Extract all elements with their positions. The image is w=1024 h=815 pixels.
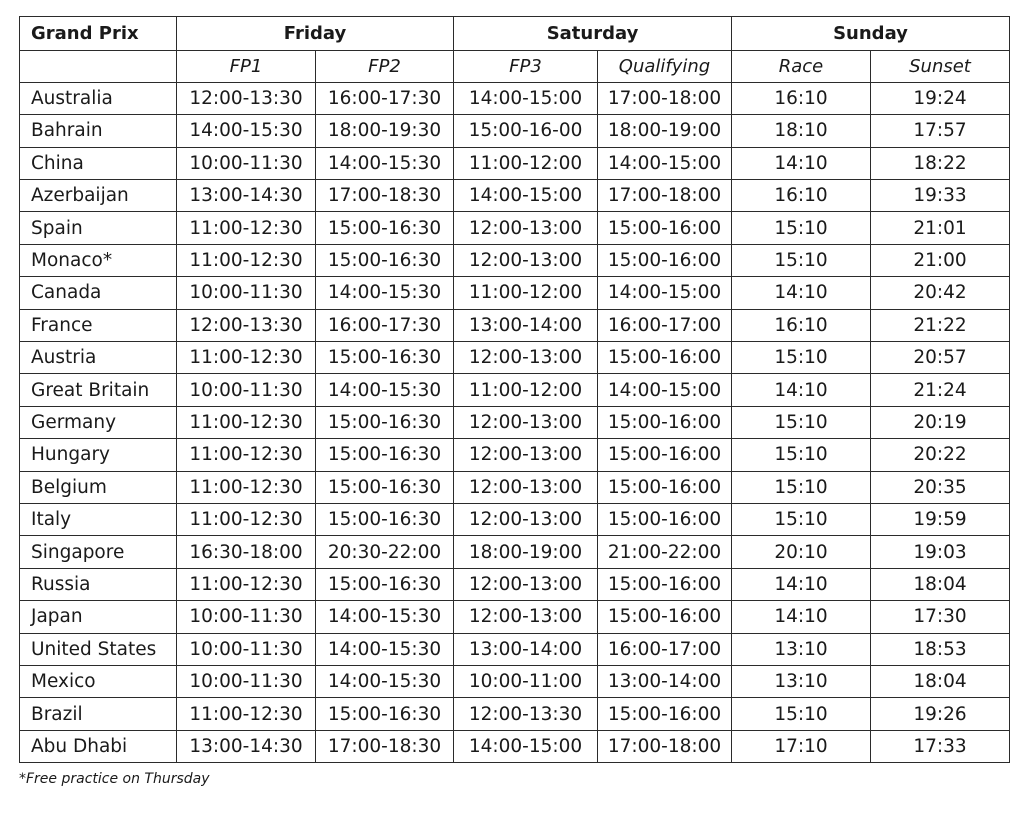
cell-sunset: 17:57 [871, 115, 1010, 147]
cell-fp1: 10:00-11:30 [177, 665, 316, 697]
header-saturday: Saturday [454, 17, 732, 51]
cell-country: Germany [20, 406, 177, 438]
cell-race: 14:10 [732, 147, 871, 179]
cell-sunset: 21:00 [871, 244, 1010, 276]
cell-sunset: 19:26 [871, 698, 1010, 730]
cell-country: France [20, 309, 177, 341]
cell-fp3: 11:00-12:00 [454, 277, 598, 309]
cell-fp1: 10:00-11:30 [177, 374, 316, 406]
table-row [20, 180, 1010, 212]
cell-race: 13:10 [732, 665, 871, 697]
cell-fp3: 12:00-13:00 [454, 471, 598, 503]
cell-fp2: 14:00-15:30 [316, 601, 454, 633]
cell-fp2: 18:00-19:30 [316, 115, 454, 147]
cell-qualifying: 16:00-17:00 [598, 633, 732, 665]
cell-country: Brazil [20, 698, 177, 730]
cell-fp2: 17:00-18:30 [316, 180, 454, 212]
cell-sunset: 21:22 [871, 309, 1010, 341]
cell-sunset: 19:03 [871, 536, 1010, 568]
table-row [20, 309, 1010, 341]
cell-fp3: 13:00-14:00 [454, 633, 598, 665]
cell-race: 13:10 [732, 633, 871, 665]
cell-qualifying: 15:00-16:00 [598, 698, 732, 730]
table-row [20, 277, 1010, 309]
cell-race: 15:10 [732, 439, 871, 471]
cell-race: 20:10 [732, 536, 871, 568]
table-row [20, 471, 1010, 503]
table-row [20, 147, 1010, 179]
cell-qualifying: 15:00-16:00 [598, 601, 732, 633]
cell-fp2: 15:00-16:30 [316, 212, 454, 244]
cell-country: Russia [20, 568, 177, 600]
table-row [20, 374, 1010, 406]
schedule-table [19, 16, 1010, 763]
cell-sunset: 19:24 [871, 82, 1010, 114]
cell-country: Singapore [20, 536, 177, 568]
cell-fp2: 14:00-15:30 [316, 374, 454, 406]
cell-sunset: 20:42 [871, 277, 1010, 309]
cell-fp2: 17:00-18:30 [316, 730, 454, 762]
cell-sunset: 19:33 [871, 180, 1010, 212]
cell-fp3: 14:00-15:00 [454, 730, 598, 762]
subheader-sunset: Sunset [871, 50, 1010, 82]
subheader-blank [20, 50, 177, 82]
cell-country: Spain [20, 212, 177, 244]
cell-fp1: 11:00-12:30 [177, 439, 316, 471]
cell-fp3: 12:00-13:00 [454, 342, 598, 374]
cell-fp1: 11:00-12:30 [177, 406, 316, 438]
table-row [20, 568, 1010, 600]
cell-fp2: 20:30-22:00 [316, 536, 454, 568]
cell-fp1: 12:00-13:30 [177, 82, 316, 114]
cell-fp1: 11:00-12:30 [177, 698, 316, 730]
cell-race: 15:10 [732, 406, 871, 438]
cell-qualifying: 14:00-15:00 [598, 374, 732, 406]
cell-qualifying: 14:00-15:00 [598, 147, 732, 179]
cell-fp3: 12:00-13:00 [454, 439, 598, 471]
header-row [20, 17, 1010, 51]
cell-country: Great Britain [20, 374, 177, 406]
table-row [20, 601, 1010, 633]
cell-qualifying: 21:00-22:00 [598, 536, 732, 568]
table-row [20, 244, 1010, 276]
cell-country: Japan [20, 601, 177, 633]
table-row [20, 698, 1010, 730]
cell-qualifying: 18:00-19:00 [598, 115, 732, 147]
cell-fp3: 14:00-15:00 [454, 82, 598, 114]
cell-qualifying: 15:00-16:00 [598, 244, 732, 276]
cell-sunset: 18:04 [871, 665, 1010, 697]
cell-fp2: 15:00-16:30 [316, 698, 454, 730]
cell-sunset: 19:59 [871, 503, 1010, 535]
cell-fp1: 14:00-15:30 [177, 115, 316, 147]
cell-sunset: 21:24 [871, 374, 1010, 406]
cell-fp3: 12:00-13:00 [454, 406, 598, 438]
cell-race: 16:10 [732, 82, 871, 114]
cell-race: 15:10 [732, 471, 871, 503]
table-row [20, 406, 1010, 438]
cell-fp1: 10:00-11:30 [177, 633, 316, 665]
cell-fp1: 10:00-11:30 [177, 601, 316, 633]
cell-sunset: 20:35 [871, 471, 1010, 503]
subheader-row [20, 50, 1010, 82]
header-sunday: Sunday [732, 17, 1010, 51]
cell-fp2: 15:00-16:30 [316, 244, 454, 276]
cell-fp2: 15:00-16:30 [316, 439, 454, 471]
cell-qualifying: 13:00-14:00 [598, 665, 732, 697]
cell-country: Abu Dhabi [20, 730, 177, 762]
cell-fp2: 15:00-16:30 [316, 471, 454, 503]
table-row [20, 503, 1010, 535]
cell-country: Australia [20, 82, 177, 114]
cell-qualifying: 15:00-16:00 [598, 406, 732, 438]
cell-race: 15:10 [732, 503, 871, 535]
cell-fp3: 13:00-14:00 [454, 309, 598, 341]
subheader-race: Race [732, 50, 871, 82]
footnote: *Free practice on Thursday [19, 771, 210, 787]
cell-fp2: 14:00-15:30 [316, 147, 454, 179]
cell-qualifying: 15:00-16:00 [598, 471, 732, 503]
cell-sunset: 18:04 [871, 568, 1010, 600]
table-row [20, 82, 1010, 114]
cell-fp2: 14:00-15:30 [316, 633, 454, 665]
cell-fp2: 15:00-16:30 [316, 503, 454, 535]
table-row [20, 633, 1010, 665]
cell-fp2: 14:00-15:30 [316, 665, 454, 697]
table-row [20, 342, 1010, 374]
cell-qualifying: 17:00-18:00 [598, 82, 732, 114]
cell-fp1: 10:00-11:30 [177, 277, 316, 309]
cell-sunset: 20:19 [871, 406, 1010, 438]
cell-fp1: 10:00-11:30 [177, 147, 316, 179]
cell-fp3: 14:00-15:00 [454, 180, 598, 212]
cell-country: Canada [20, 277, 177, 309]
cell-race: 15:10 [732, 342, 871, 374]
cell-race: 18:10 [732, 115, 871, 147]
cell-country: Austria [20, 342, 177, 374]
table-row [20, 665, 1010, 697]
cell-fp3: 10:00-11:00 [454, 665, 598, 697]
cell-fp3: 12:00-13:00 [454, 503, 598, 535]
cell-fp3: 12:00-13:00 [454, 568, 598, 600]
cell-fp1: 12:00-13:30 [177, 309, 316, 341]
subheader-fp3: FP3 [454, 50, 598, 82]
cell-qualifying: 15:00-16:00 [598, 439, 732, 471]
cell-country: China [20, 147, 177, 179]
cell-country: Bahrain [20, 115, 177, 147]
table-row [20, 115, 1010, 147]
cell-fp2: 14:00-15:30 [316, 277, 454, 309]
cell-fp3: 18:00-19:00 [454, 536, 598, 568]
cell-fp1: 11:00-12:30 [177, 342, 316, 374]
cell-qualifying: 15:00-16:00 [598, 342, 732, 374]
cell-race: 14:10 [732, 601, 871, 633]
cell-country: Hungary [20, 439, 177, 471]
cell-race: 16:10 [732, 309, 871, 341]
cell-race: 15:10 [732, 212, 871, 244]
subheader-fp2: FP2 [316, 50, 454, 82]
cell-race: 15:10 [732, 698, 871, 730]
cell-qualifying: 15:00-16:00 [598, 212, 732, 244]
cell-fp2: 16:00-17:30 [316, 309, 454, 341]
cell-fp1: 11:00-12:30 [177, 244, 316, 276]
table-row [20, 536, 1010, 568]
cell-race: 14:10 [732, 374, 871, 406]
cell-fp3: 11:00-12:00 [454, 374, 598, 406]
cell-fp2: 15:00-16:30 [316, 342, 454, 374]
cell-country: Azerbaijan [20, 180, 177, 212]
cell-fp3: 12:00-13:00 [454, 244, 598, 276]
cell-qualifying: 16:00-17:00 [598, 309, 732, 341]
cell-sunset: 21:01 [871, 212, 1010, 244]
cell-qualifying: 15:00-16:00 [598, 568, 732, 600]
cell-fp2: 15:00-16:30 [316, 406, 454, 438]
cell-country: Mexico [20, 665, 177, 697]
cell-sunset: 18:22 [871, 147, 1010, 179]
cell-fp3: 12:00-13:30 [454, 698, 598, 730]
cell-qualifying: 14:00-15:00 [598, 277, 732, 309]
cell-country: United States [20, 633, 177, 665]
cell-race: 16:10 [732, 180, 871, 212]
cell-country: Monaco* [20, 244, 177, 276]
cell-sunset: 18:53 [871, 633, 1010, 665]
cell-fp3: 11:00-12:00 [454, 147, 598, 179]
cell-sunset: 20:22 [871, 439, 1010, 471]
cell-fp1: 11:00-12:30 [177, 212, 316, 244]
table-row [20, 439, 1010, 471]
cell-race: 14:10 [732, 277, 871, 309]
cell-race: 14:10 [732, 568, 871, 600]
cell-sunset: 17:33 [871, 730, 1010, 762]
header-grand-prix: Grand Prix [20, 17, 177, 51]
cell-fp3: 15:00-16-00 [454, 115, 598, 147]
subheader-qualifying: Qualifying [598, 50, 732, 82]
cell-sunset: 20:57 [871, 342, 1010, 374]
cell-fp1: 11:00-12:30 [177, 568, 316, 600]
cell-sunset: 17:30 [871, 601, 1010, 633]
cell-qualifying: 17:00-18:00 [598, 180, 732, 212]
cell-fp1: 13:00-14:30 [177, 180, 316, 212]
cell-fp1: 16:30-18:00 [177, 536, 316, 568]
cell-qualifying: 15:00-16:00 [598, 503, 732, 535]
cell-race: 17:10 [732, 730, 871, 762]
cell-fp2: 16:00-17:30 [316, 82, 454, 114]
cell-race: 15:10 [732, 244, 871, 276]
cell-fp1: 13:00-14:30 [177, 730, 316, 762]
header-friday: Friday [177, 17, 454, 51]
table-row [20, 730, 1010, 762]
table-row [20, 212, 1010, 244]
cell-fp2: 15:00-16:30 [316, 568, 454, 600]
subheader-fp1: FP1 [177, 50, 316, 82]
cell-fp1: 11:00-12:30 [177, 471, 316, 503]
cell-qualifying: 17:00-18:00 [598, 730, 732, 762]
cell-country: Italy [20, 503, 177, 535]
cell-fp3: 12:00-13:00 [454, 601, 598, 633]
cell-country: Belgium [20, 471, 177, 503]
cell-fp1: 11:00-12:30 [177, 503, 316, 535]
cell-fp3: 12:00-13:00 [454, 212, 598, 244]
